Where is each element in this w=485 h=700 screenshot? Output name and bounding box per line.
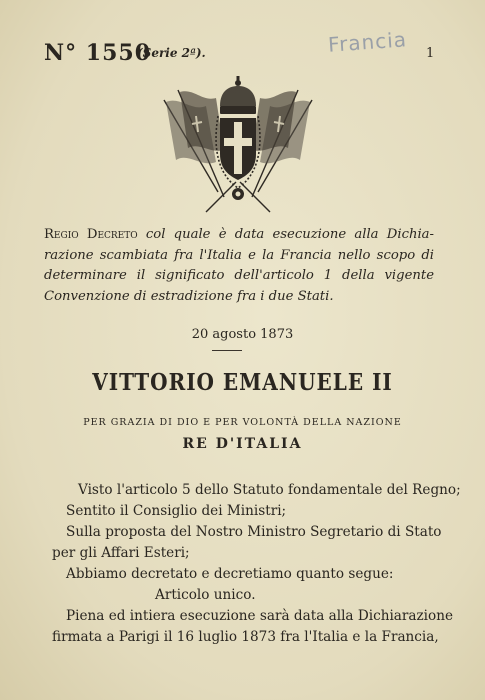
decree-title-lead: Regio Decreto xyxy=(44,227,138,242)
divider xyxy=(212,350,242,351)
body-line: Piena ed intiera esecuzione sarà data alla Dichiarazione xyxy=(66,608,454,624)
page-number: 1 xyxy=(426,46,435,61)
decree-title-line: col quale è data esecuzione alla Dichia- xyxy=(145,227,434,242)
body-line: Sulla proposta del Nostro Ministro Segretario di Stato xyxy=(66,524,442,540)
body-line: per gli Affari Esteri; xyxy=(52,545,190,561)
body-line: Abbiamo decretato e decretiamo quanto segue: xyxy=(66,566,394,582)
king-title: RE D'ITALIA xyxy=(182,436,303,452)
decree-body xyxy=(52,480,461,648)
decree-title xyxy=(44,225,434,307)
body-line: firmata a Parigi il 16 luglio 1873 fra l'Italia e la Francia, xyxy=(52,629,439,645)
king-grace-formula: PER GRAZIA DI DIO E PER VOLONTÀ DELLA NAZIONE xyxy=(83,417,402,428)
series-label: (Serie 2ª). xyxy=(137,46,206,60)
decree-title-line: scopo di determinare il significato dell'articolo 1 xyxy=(44,247,434,283)
handwritten-note: Francia xyxy=(327,27,408,57)
decree-title-line: Stati. xyxy=(297,288,334,304)
decree-title-line: della vigente Convenzione di estradizione fra i due xyxy=(44,268,434,304)
decree-date: 20 agosto 1873 xyxy=(191,327,294,342)
body-line: Visto l'articolo 5 dello Statuto fondamentale del Regno; xyxy=(78,482,461,498)
savoy-coat-of-arms-icon xyxy=(158,72,318,220)
decree-number: N° 1550 xyxy=(44,40,151,66)
body-line: Articolo unico. xyxy=(155,587,256,603)
body-line: Sentito il Consiglio dei Ministri; xyxy=(66,503,287,519)
king-name: VITTORIO EMANUELE II xyxy=(92,368,393,396)
decree-title-line: razione scambiata fra l'Italia e la Francia nello xyxy=(44,247,371,263)
